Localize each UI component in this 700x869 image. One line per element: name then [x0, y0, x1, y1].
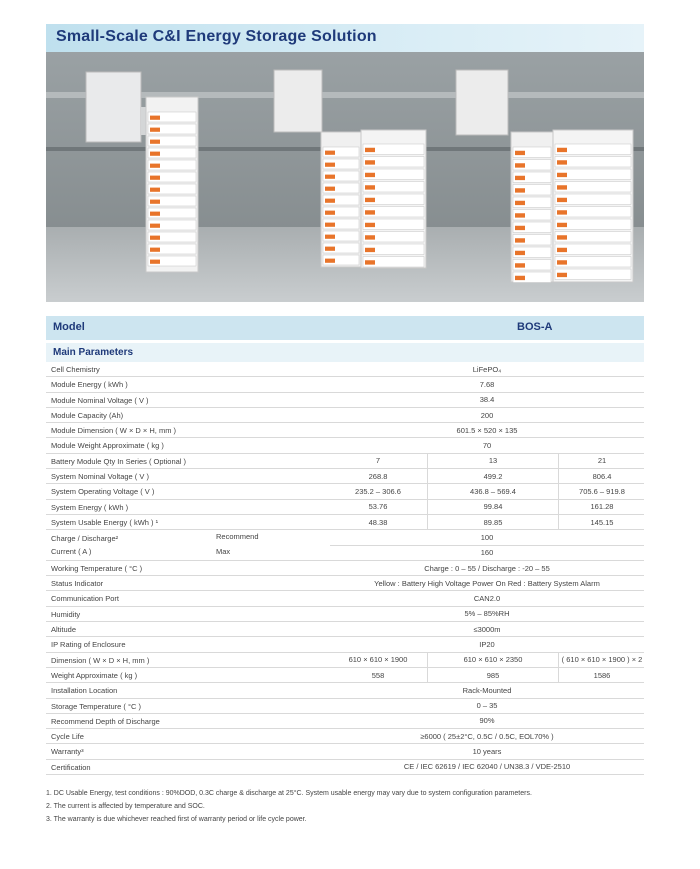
- row-value: Rack-Mounted: [462, 685, 512, 695]
- table-row: [46, 438, 644, 453]
- table-row: [46, 607, 644, 622]
- row-value: 0 – 35: [476, 701, 498, 711]
- row-label: Storage Temperature ( °C ): [51, 701, 141, 711]
- table-row: [46, 668, 644, 683]
- spec-table: [46, 362, 644, 775]
- row-label: Cycle Life: [51, 732, 84, 742]
- row-value: 705.6 – 919.8: [558, 484, 645, 498]
- table-row: [46, 744, 644, 759]
- row-label: Cell Chemistry: [51, 365, 100, 374]
- row-value: IP20: [479, 639, 495, 649]
- row-label: Installation Location: [51, 686, 118, 696]
- row-label: System Energy ( kWh ): [51, 502, 129, 512]
- row-value: 21: [558, 454, 645, 468]
- table-row: [46, 683, 644, 698]
- row-value: 99.84: [427, 500, 558, 514]
- table-row: [46, 760, 644, 775]
- row-value: 100: [480, 533, 494, 543]
- table-row: [46, 377, 644, 392]
- row-value: 499.2: [427, 469, 558, 483]
- row-value: 13: [427, 454, 558, 468]
- row-label: Certification: [51, 762, 91, 772]
- table-row: [46, 576, 644, 591]
- row-value: 53.76: [368, 502, 388, 512]
- row-label: Module Energy ( kWh ): [51, 380, 128, 390]
- table-row: [46, 699, 644, 714]
- row-value: ≥6000 ( 25±2°C, 0.5C / 0.5C, EOL70% ): [420, 731, 554, 741]
- model-header: [46, 316, 644, 340]
- row-value: 90%: [479, 716, 495, 726]
- row-value: 7: [375, 456, 381, 466]
- row-value: 601.5 × 520 × 135: [456, 425, 518, 435]
- model-label: Model: [53, 321, 85, 333]
- row-label: Dimension ( W × D × H, mm ): [51, 655, 150, 665]
- row-label: Altitude: [51, 625, 77, 635]
- table-row: [46, 515, 644, 530]
- table-row: [46, 362, 644, 377]
- table-row: [46, 454, 644, 469]
- row-label: System Usable Energy ( kWh ) ¹: [51, 517, 159, 527]
- row-label: Recommend Depth of Discharge: [51, 716, 160, 726]
- product-photo: [46, 52, 644, 302]
- row-value: 806.4: [558, 469, 645, 483]
- row-value: 436.8 – 569.4: [427, 484, 558, 498]
- row-value: CE / IEC 62619 / IEC 62040 / UN38.3 / VDE-2510: [403, 762, 571, 772]
- row-value: 160: [480, 548, 494, 558]
- row-value: 610 × 610 × 1900: [348, 655, 408, 665]
- row-value: 161.28: [558, 500, 645, 514]
- table-row: [46, 591, 644, 606]
- row-value: Charge : 0 – 55 / Discharge : -20 – 55: [424, 563, 550, 573]
- row-label: Module Capacity (Ah): [51, 410, 124, 420]
- table-row: [46, 637, 644, 652]
- table-row: [46, 500, 644, 515]
- section-header: [46, 343, 644, 362]
- row-sublabel: Recommend: [216, 532, 259, 542]
- table-row: [46, 469, 644, 484]
- row-label: Working Temperature ( °C ): [51, 563, 143, 573]
- table-row: [46, 561, 644, 576]
- title-banner: [46, 24, 644, 52]
- table-row: [46, 393, 644, 408]
- row-label: IP Rating of Enclosure: [51, 640, 126, 650]
- row-label: Status Indicator: [51, 579, 104, 589]
- table-row: [46, 530, 644, 561]
- row-value: ( 610 × 610 × 1900 ) × 2: [558, 653, 645, 667]
- table-row: [46, 714, 644, 729]
- table-row: [46, 408, 644, 423]
- row-label: Charge / Discharge²: [51, 534, 119, 544]
- row-value: CAN2.0: [473, 594, 501, 604]
- row-value: 268.8: [368, 471, 388, 481]
- row-label: Battery Module Qty In Series ( Optional ): [51, 456, 187, 466]
- row-value: 48.38: [368, 517, 388, 527]
- footnote: 1. DC Usable Energy, test conditions : 90%DOD, 0.3C charge & discharge at 25°C. System usable energy may vary due to system configuration parameters.: [46, 790, 532, 797]
- footnote: 2. The current is affected by temperature and SOC.: [46, 803, 205, 810]
- row-value: 985: [427, 668, 558, 682]
- row-value: 200: [480, 410, 494, 420]
- row-value: LiFePO₄: [472, 364, 502, 374]
- row-label: System Operating Voltage ( V ): [51, 487, 155, 497]
- table-row: [46, 653, 644, 668]
- row-label: Communication Port: [51, 594, 119, 604]
- row-label: Current ( A ): [51, 547, 92, 557]
- row-label: Module Dimension ( W × D × H, mm ): [51, 426, 177, 436]
- table-row: [46, 729, 644, 744]
- row-value: 89.85: [427, 515, 558, 529]
- footnotes: [46, 790, 646, 829]
- table-row: [46, 622, 644, 637]
- row-label: Module Nominal Voltage ( V ): [51, 395, 149, 405]
- row-value: 1586: [558, 668, 645, 682]
- table-row: [46, 423, 644, 438]
- row-label: System Nominal Voltage ( V ): [51, 472, 149, 482]
- row-value: 145.15: [558, 515, 645, 529]
- page-title: Small-Scale C&I Energy Storage Solution: [56, 28, 377, 45]
- section-title: Main Parameters: [53, 347, 134, 358]
- model-value: BOS-A: [517, 321, 553, 333]
- row-value: 558: [371, 670, 385, 680]
- footnote: 3. The warranty is due whichever reached first of warranty period or life cycle power.: [46, 816, 307, 823]
- table-row: [46, 484, 644, 499]
- row-value: ≤3000m: [473, 624, 501, 634]
- row-label: Weight Approximate ( kg ): [51, 670, 138, 680]
- row-value: 70: [482, 441, 492, 451]
- row-sublabel: Max: [216, 547, 231, 557]
- row-label: Humidity: [51, 609, 81, 619]
- row-value: 38.4: [479, 395, 495, 405]
- row-value: 7.68: [479, 379, 495, 389]
- row-value: 5% – 85%RH: [464, 609, 510, 619]
- row-value: 610 × 610 × 2350: [427, 653, 558, 667]
- row-value: 235.2 – 306.6: [355, 487, 401, 497]
- row-value: 10 years: [472, 747, 502, 757]
- row-value: Yellow : Battery High Voltage Power On Red : Battery System Alarm: [374, 578, 600, 588]
- row-label: Warranty³: [51, 747, 84, 757]
- row-label: Module Weight Approximate ( kg ): [51, 441, 164, 451]
